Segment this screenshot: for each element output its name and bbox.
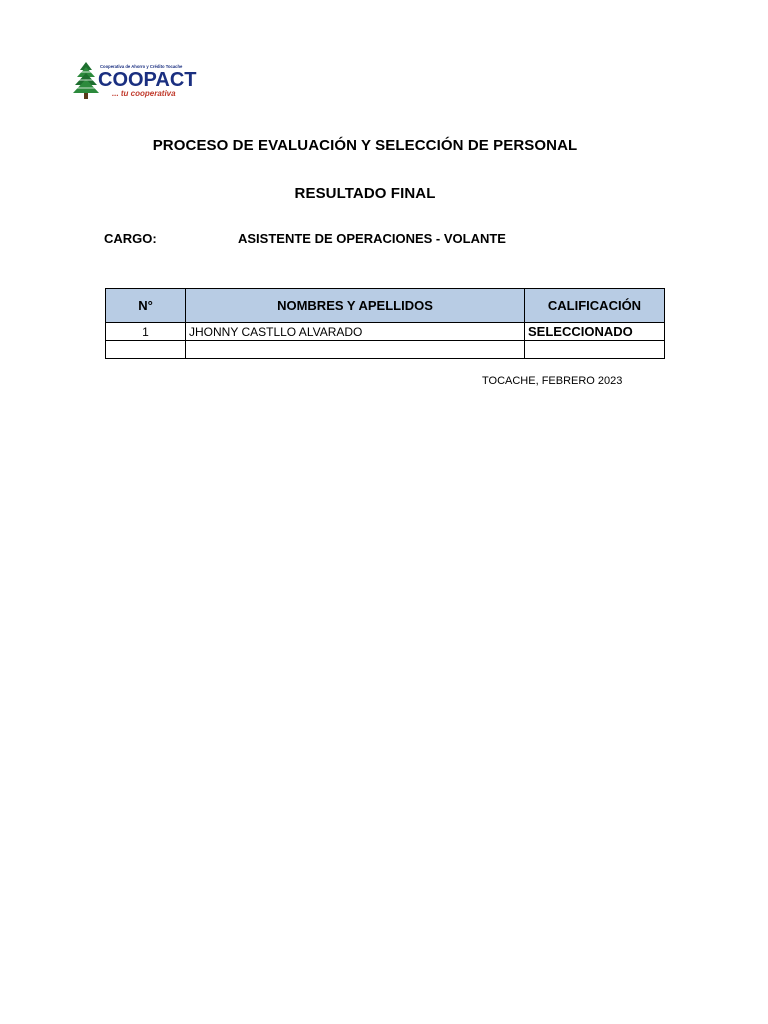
cell-num: 1 xyxy=(106,323,186,341)
cell-name xyxy=(186,341,525,359)
logo-name: COOPACT xyxy=(98,69,197,91)
table-row xyxy=(106,341,665,359)
place-date: TOCACHE, FEBRERO 2023 xyxy=(482,375,623,387)
document-subtitle: RESULTADO FINAL xyxy=(294,185,436,202)
cargo-value: ASISTENTE DE OPERACIONES - VOLANTE xyxy=(238,231,506,246)
logo-tagline: Cooperativa de Ahorro y Crédito Tocache xyxy=(100,64,183,69)
cell-name: JHONNY CASTLLO ALVARADO xyxy=(186,323,525,341)
header-name: NOMBRES Y APELLIDOS xyxy=(186,289,525,323)
results-table xyxy=(105,288,665,359)
logo-slogan: ... tu cooperativa xyxy=(112,89,176,98)
pine-tree-icon xyxy=(73,62,99,99)
cell-calificacion xyxy=(525,341,665,359)
header-calificacion: CALIFICACIÓN xyxy=(525,289,665,323)
document-title: PROCESO DE EVALUACIÓN Y SELECCIÓN DE PERSONAL xyxy=(152,137,578,154)
cargo-label: CARGO: xyxy=(104,231,157,246)
table-row xyxy=(106,323,665,341)
cell-calificacion: SELECCIONADO xyxy=(525,323,665,341)
header-num: N° xyxy=(106,289,186,323)
coopact-logo xyxy=(72,60,202,102)
table-header-row xyxy=(106,289,665,323)
coopact-logo-graphic xyxy=(72,60,202,102)
cell-num xyxy=(106,341,186,359)
